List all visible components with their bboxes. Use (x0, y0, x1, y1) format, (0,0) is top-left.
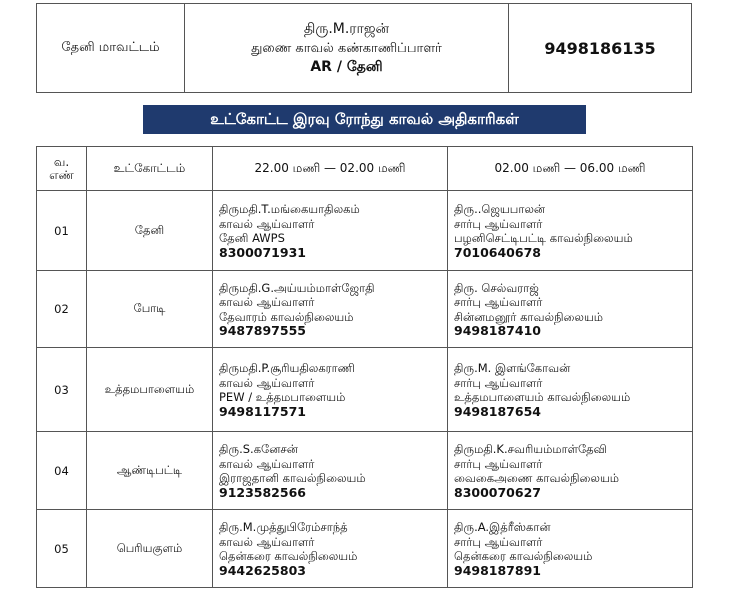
header-serial (37, 147, 87, 191)
officer-station: பழனிசெட்டிபட்டி காவல்நிலையம் (454, 231, 633, 245)
officer-phone: 7010640678 (454, 244, 541, 260)
district-cell (37, 4, 185, 92)
officer-name: திரு.M. இளங்கோவன் (454, 361, 571, 375)
officer-phone: 9498186135 (544, 38, 656, 58)
officer-phone: 9123582566 (219, 484, 306, 500)
officer-phone: 9498187891 (454, 562, 541, 578)
serial-cell: 03 (37, 348, 87, 432)
shift1-officer-cell (213, 271, 448, 348)
serial-cell: 02 (37, 271, 87, 348)
officer-station: சின்னமனூர் காவல்நிலையம் (454, 309, 604, 324)
officer-unit: AR / தேனி (310, 58, 383, 75)
shift1-officer-cell (213, 191, 448, 271)
header-table (36, 3, 692, 93)
shift2-officer-cell (448, 432, 693, 510)
table-header-row (37, 147, 693, 191)
officer-name: திருமதி.G.அய்யம்மாள்ஜோதி (219, 280, 375, 295)
shift2-officer-cell (448, 348, 693, 432)
officer-phone: 9498187410 (454, 323, 541, 338)
officer-rank: சார்பு ஆய்வாளர் (454, 534, 543, 549)
officer-station: வைகைஅணை காவல்நிலையம் (454, 471, 620, 485)
officer-rank: காவல் ஆய்வாளர் (219, 216, 315, 231)
officer-phone: 9487897555 (219, 323, 306, 338)
subdivision-cell: போடி (87, 271, 213, 348)
officer-station: PEW / உத்தமபாளையம் (219, 390, 346, 404)
table-row (37, 191, 693, 271)
officer-phone-cell (509, 4, 691, 92)
officer-rank: சார்பு ஆய்வாளர் (454, 456, 543, 471)
officer-name: திருமதி.K.சவரியம்மாள்தேவி (454, 442, 607, 456)
officer-name: திரு.M.முத்துபிரேம்சாந்த் (219, 520, 348, 534)
subdivision-cell: உத்தமபாளையம் (87, 348, 213, 432)
serial-cell: 01 (37, 191, 87, 271)
district-name: தேனி மாவட்டம் (61, 40, 160, 55)
shift2-officer-cell (448, 271, 693, 348)
table-row (37, 510, 693, 588)
serial-cell: 04 (37, 432, 87, 510)
table-row (37, 348, 693, 432)
shift1-officer-cell (213, 432, 448, 510)
serial-cell: 05 (37, 510, 87, 588)
officer-rank: சார்பு ஆய்வாளர் (454, 295, 543, 309)
officer-rank: காவல் ஆய்வாளர் (219, 534, 315, 549)
header-subdivision: உட்கோட்டம் (87, 147, 213, 191)
subdivision-cell: தேனி (87, 191, 213, 271)
officer-rank: சார்பு ஆய்வாளர் (454, 375, 543, 390)
table-row (37, 432, 693, 510)
officer-rank: சார்பு ஆய்வாளர் (454, 216, 543, 231)
officer-station: தென்கரை காவல்நிலையம் (219, 549, 358, 563)
officer-rank: காவல் ஆய்வாளர் (219, 295, 315, 309)
officer-name: திருமதி.P.சூரியதிலகராணி (219, 361, 355, 375)
subdivision-cell: ஆண்டிபட்டி (87, 432, 213, 510)
officer-rank: காவல் ஆய்வாளர் (219, 456, 315, 471)
table-row (37, 271, 693, 348)
officer-name: திரு.M.ராஜன் (303, 20, 390, 37)
officer-name: திரு.S.கனேசன் (219, 442, 298, 456)
header-shift1: 22.00 மணி — 02.00 மணி (213, 147, 448, 191)
officer-name: திரு.A.இத்ரீஸ்கான் (454, 520, 551, 534)
officer-phone: 9498187654 (454, 403, 541, 419)
shift2-officer-cell (448, 191, 693, 271)
officer-phone: 8300070627 (454, 484, 541, 500)
officer-station: இராஜதானி காவல்நிலையம் (219, 471, 366, 485)
header-serial-label: வ. எண் (49, 154, 74, 182)
header-shift2: 02.00 மணி — 06.00 மணி (448, 147, 693, 191)
officer-name: திருமதி.T.மங்கையாதிலகம் (219, 202, 360, 216)
officer-phone: 9498117571 (219, 403, 306, 419)
shift1-officer-cell (213, 348, 448, 432)
officer-station: தென்கரை காவல்நிலையம் (454, 549, 593, 563)
section-banner: உட்கோட்ட இரவு ரோந்து காவல் அதிகாரிகள் (143, 105, 586, 134)
officer-phone: 8300071931 (219, 244, 306, 260)
officer-name: திரு. செல்வராஜ் (454, 280, 539, 295)
officer-station: தேவாரம் காவல்நிலையம் (219, 309, 354, 324)
shift1-officer-cell (213, 510, 448, 588)
officer-name: திரு..ஜெயபாலன் (454, 202, 546, 216)
officer-title: துணை காவல் கண்காணிப்பாளர் (251, 40, 442, 56)
officer-station: உத்தமபாளையம் காவல்நிலையம் (454, 390, 631, 404)
officer-phone: 9442625803 (219, 562, 306, 578)
patrol-officers-table (36, 146, 693, 588)
officer-cell (185, 4, 509, 92)
officer-rank: காவல் ஆய்வாளர் (219, 375, 315, 390)
shift2-officer-cell (448, 510, 693, 588)
subdivision-cell: பெரியகுளம் (87, 510, 213, 588)
officer-station: தேனி AWPS (219, 231, 285, 245)
